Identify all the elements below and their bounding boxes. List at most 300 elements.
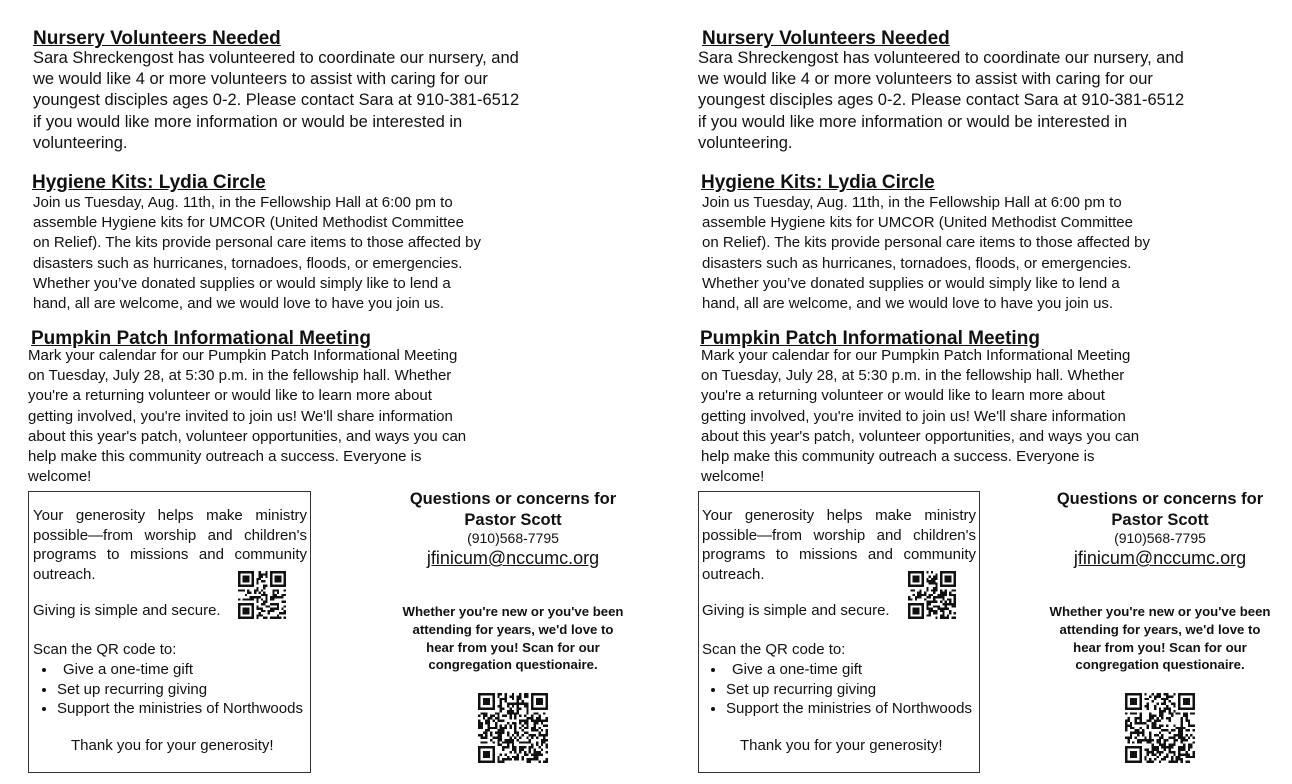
qr-module <box>1190 712 1192 714</box>
qr-module <box>263 573 265 575</box>
qr-module <box>238 571 240 573</box>
qr-module <box>1132 761 1134 763</box>
qr-module <box>497 761 499 763</box>
qr-module <box>1142 732 1144 734</box>
qr-module <box>931 608 933 610</box>
qr-module <box>531 727 533 729</box>
qr-module <box>519 749 521 751</box>
qr-module <box>492 749 494 751</box>
qr-module <box>1149 741 1151 743</box>
qr-module <box>485 700 487 702</box>
qr-module <box>1154 698 1156 700</box>
qr-module <box>1164 746 1166 748</box>
qr-module <box>272 608 274 610</box>
qr-module <box>502 741 504 743</box>
qr-module <box>490 693 492 695</box>
qr-module <box>277 592 279 594</box>
qr-module <box>940 580 942 582</box>
qr-module <box>488 693 490 695</box>
qr-module <box>913 594 915 596</box>
contact-phone: (910)568-7795 <box>1114 530 1206 546</box>
qr-module <box>497 758 499 760</box>
qr-module <box>519 722 521 724</box>
qr-module <box>243 612 245 614</box>
qr-module <box>502 707 504 709</box>
qr-module <box>1161 703 1163 705</box>
qr-module <box>929 582 931 584</box>
qr-module <box>534 720 536 722</box>
qr-module <box>519 727 521 729</box>
qr-module <box>500 693 502 695</box>
qr-module <box>524 732 526 734</box>
qr-module <box>915 571 917 573</box>
qr-module <box>531 705 533 707</box>
qr-module <box>524 741 526 743</box>
qr-module <box>500 734 502 736</box>
qr-module <box>1190 744 1192 746</box>
qr-module <box>284 582 286 584</box>
qr-module <box>543 712 545 714</box>
qr-module <box>1156 693 1158 695</box>
qr-module <box>541 720 543 722</box>
qr-module <box>480 741 482 743</box>
qr-module <box>492 703 494 705</box>
note-line: Whether you're new or you've been <box>402 604 624 619</box>
qr-module <box>259 576 261 578</box>
qr-module <box>524 705 526 707</box>
qr-module <box>512 739 514 741</box>
qr-module <box>488 756 490 758</box>
qr-module <box>534 734 536 736</box>
qr-module <box>245 608 247 610</box>
qr-module <box>1152 727 1154 729</box>
qr-module <box>517 734 519 736</box>
qr-module <box>1181 739 1183 741</box>
qr-module <box>240 571 242 573</box>
qr-module <box>945 589 947 591</box>
qr-module <box>277 605 279 607</box>
qr-module <box>546 751 548 753</box>
qr-module <box>263 592 265 594</box>
qr-module <box>254 596 256 598</box>
qr-module <box>917 578 919 580</box>
qr-module <box>1176 739 1178 741</box>
qr-module <box>536 698 538 700</box>
qr-module <box>1173 753 1175 755</box>
qr-module <box>1144 693 1146 695</box>
qr-module <box>245 578 247 580</box>
qr-module <box>252 617 254 619</box>
qr-module <box>931 578 933 580</box>
qr-module <box>536 700 538 702</box>
qr-module <box>238 585 240 587</box>
qr-module <box>277 576 279 578</box>
qr-module <box>526 705 528 707</box>
qr-module <box>538 746 540 748</box>
qr-module <box>935 576 937 578</box>
qr-module <box>245 610 247 612</box>
qr-module <box>247 610 249 612</box>
qr-module <box>924 594 926 596</box>
hygiene-line: Whether you’ve donated supplies or would simply like to lend a <box>33 274 451 292</box>
qr-module <box>252 614 254 616</box>
qr-module <box>261 594 263 596</box>
qr-module <box>1130 703 1132 705</box>
qr-module <box>1181 741 1183 743</box>
qr-module <box>492 720 494 722</box>
qr-module <box>949 603 951 605</box>
qr-module <box>238 612 240 614</box>
contact-email-link[interactable]: jfinicum@nccumc.org <box>426 548 600 568</box>
qr-module <box>1173 734 1175 736</box>
qr-module <box>1161 710 1163 712</box>
qr-module <box>1178 707 1180 709</box>
qr-module <box>538 727 540 729</box>
qr-module <box>1149 758 1151 760</box>
qr-module <box>478 693 480 695</box>
qr-module <box>913 580 915 582</box>
giving-intro-line: Your generosity helps make ministry <box>702 507 976 524</box>
qr-module <box>1188 700 1190 702</box>
qr-module <box>1154 749 1156 751</box>
qr-module <box>509 717 511 719</box>
qr-module <box>243 610 245 612</box>
qr-module <box>935 585 937 587</box>
qr-module <box>492 727 494 729</box>
qr-module <box>536 736 538 738</box>
qr-module <box>1130 698 1132 700</box>
qr-module <box>1125 695 1127 697</box>
qr-module <box>1193 707 1195 709</box>
qr-module <box>514 715 516 717</box>
qr-module <box>543 693 545 695</box>
giving-intro-line: programs to missions and community <box>33 546 307 563</box>
qr-module <box>913 610 915 612</box>
qr-module <box>279 596 281 598</box>
qr-module <box>1188 729 1190 731</box>
qr-module <box>275 608 277 610</box>
qr-module <box>277 585 279 587</box>
qr-module <box>1144 739 1146 741</box>
qr-module <box>492 758 494 760</box>
qr-module <box>478 703 480 705</box>
hygiene-line: on Relief). The kits provide personal care items to those affected by <box>33 234 482 252</box>
qr-module <box>1185 753 1187 755</box>
hygiene-line: Join us Tuesday, Aug. 11th, in the Fellowship Hall at 6:00 pm to <box>702 194 1122 211</box>
qr-module <box>940 589 942 591</box>
qr-module <box>917 617 919 619</box>
qr-module <box>1188 753 1190 755</box>
qr-module <box>238 603 240 605</box>
qr-module <box>908 614 910 616</box>
qr-module <box>915 598 917 600</box>
qr-module <box>954 603 956 605</box>
qr-module <box>1144 758 1146 760</box>
qr-module <box>1185 761 1187 763</box>
qr-module <box>514 727 516 729</box>
qr-module <box>942 592 944 594</box>
qr-module <box>1178 703 1180 705</box>
qr-module <box>480 712 482 714</box>
qr-module <box>531 753 533 755</box>
qr-module <box>507 703 509 705</box>
qr-module <box>1181 753 1183 755</box>
qr-module <box>1178 758 1180 760</box>
qr-module <box>1135 756 1137 758</box>
qr-module <box>480 693 482 695</box>
qr-module <box>1164 703 1166 705</box>
qr-module <box>940 596 942 598</box>
qr-module <box>277 617 279 619</box>
qr-module <box>940 617 942 619</box>
qr-module <box>922 580 924 582</box>
qr-module <box>1178 729 1180 731</box>
qr-module <box>1185 756 1187 758</box>
qr-module <box>1132 703 1134 705</box>
qr-module <box>1193 705 1195 707</box>
qr-module <box>249 596 251 598</box>
qr-module <box>1137 739 1139 741</box>
qr-module <box>483 746 485 748</box>
qr-module <box>1152 749 1154 751</box>
qr-module <box>1173 703 1175 705</box>
qr-module <box>1152 724 1154 726</box>
qr-module <box>502 698 504 700</box>
qr-module <box>1190 693 1192 695</box>
qr-module <box>507 722 509 724</box>
qr-module <box>529 717 531 719</box>
qr-module <box>954 585 956 587</box>
giving-option: • Support the ministries of Northwoods <box>57 699 303 719</box>
note-line: Whether you're new or you've been <box>1049 604 1271 619</box>
contact-email-link[interactable]: jfinicum@nccumc.org <box>1073 548 1247 568</box>
qr-module <box>505 700 507 702</box>
qr-module <box>259 573 261 575</box>
qr-module <box>485 753 487 755</box>
qr-module <box>954 596 956 598</box>
qr-module <box>1125 720 1127 722</box>
qr-module <box>1135 736 1137 738</box>
qr-module <box>919 596 921 598</box>
qr-module <box>514 703 516 705</box>
qr-module <box>1156 703 1158 705</box>
qr-module <box>929 608 931 610</box>
qr-module <box>252 576 254 578</box>
qr-module <box>265 585 267 587</box>
qr-module <box>252 580 254 582</box>
qr-module <box>1130 753 1132 755</box>
qr-module <box>1183 727 1185 729</box>
qr-module <box>1139 700 1141 702</box>
qr-module <box>480 746 482 748</box>
qr-module <box>261 573 263 575</box>
qr-module <box>265 573 267 575</box>
qr-module <box>531 700 533 702</box>
qr-module <box>238 576 240 578</box>
qr-module <box>502 758 504 760</box>
qr-module <box>483 741 485 743</box>
qr-module <box>1185 715 1187 717</box>
qr-module <box>478 707 480 709</box>
qr-module <box>497 739 499 741</box>
qr-module <box>1164 741 1166 743</box>
qr-module <box>908 578 910 580</box>
qr-module <box>1139 720 1141 722</box>
qr-module <box>277 603 279 605</box>
qr-module <box>945 608 947 610</box>
qr-module <box>497 729 499 731</box>
qr-module <box>1176 761 1178 763</box>
qr-module <box>940 571 942 573</box>
qr-module <box>514 732 516 734</box>
qr-module <box>949 580 951 582</box>
qr-module <box>1139 756 1141 758</box>
qr-module <box>1183 744 1185 746</box>
hygiene-line: assemble Hygiene kits for UMCOR (United Methodist Committee <box>702 214 1133 232</box>
qr-module <box>256 614 258 616</box>
qr-module <box>1193 703 1195 705</box>
qr-module <box>505 746 507 748</box>
qr-module <box>1144 722 1146 724</box>
qr-module <box>521 734 523 736</box>
giving-qr-code[interactable] <box>908 571 956 619</box>
qr-module <box>1193 756 1195 758</box>
qr-module <box>495 732 497 734</box>
qr-module <box>1178 753 1180 755</box>
qr-module <box>1137 717 1139 719</box>
qr-module <box>507 712 509 714</box>
qr-module <box>485 729 487 731</box>
qr-module <box>238 614 240 616</box>
qr-module <box>1161 758 1163 760</box>
qr-module <box>263 585 265 587</box>
hygiene-body <box>33 193 481 314</box>
qr-module <box>541 700 543 702</box>
qr-module <box>1139 712 1141 714</box>
qr-module <box>500 703 502 705</box>
qr-module <box>1173 761 1175 763</box>
qr-module <box>1164 700 1166 702</box>
qr-module <box>279 580 281 582</box>
qr-module <box>492 715 494 717</box>
qr-module <box>524 695 526 697</box>
qr-module <box>529 751 531 753</box>
qr-module <box>1164 758 1166 760</box>
qr-module <box>1130 727 1132 729</box>
qr-module <box>922 571 924 573</box>
qr-module <box>507 705 509 707</box>
qr-module <box>270 578 272 580</box>
qr-module <box>485 703 487 705</box>
qr-module <box>1135 698 1137 700</box>
qr-module <box>1181 720 1183 722</box>
qr-module <box>281 585 283 587</box>
qr-module <box>247 580 249 582</box>
qr-module <box>1125 729 1127 731</box>
qr-module <box>259 571 261 573</box>
qr-module <box>485 722 487 724</box>
qr-module <box>243 608 245 610</box>
qr-module <box>942 608 944 610</box>
qr-module <box>531 734 533 736</box>
qr-module <box>931 589 933 591</box>
qr-module <box>261 598 263 600</box>
qr-module <box>514 717 516 719</box>
qr-module <box>1168 717 1170 719</box>
qr-module <box>488 707 490 709</box>
hygiene-line: Join us Tuesday, Aug. 11th, in the Fellowship Hall at 6:00 pm to <box>33 194 453 211</box>
qr-module <box>247 617 249 619</box>
qr-module <box>1127 724 1129 726</box>
qr-module <box>531 715 533 717</box>
nursery-line: we would like 4 or more volunteers to assist with caring for our <box>33 70 488 89</box>
qr-module <box>265 596 267 598</box>
qr-module <box>1139 695 1141 697</box>
qr-module <box>243 589 245 591</box>
giving-qr-code[interactable] <box>238 571 286 619</box>
qr-module <box>1185 734 1187 736</box>
questionnaire-qr-code[interactable] <box>1125 693 1195 763</box>
qr-module <box>517 707 519 709</box>
qr-module <box>541 734 543 736</box>
qr-module <box>1178 693 1180 695</box>
qr-module <box>546 698 548 700</box>
qr-module <box>1178 756 1180 758</box>
qr-module <box>517 700 519 702</box>
qr-module <box>488 761 490 763</box>
giving-scan-text: Scan the QR code to: <box>702 641 846 658</box>
qr-module <box>252 578 254 580</box>
qr-module <box>908 603 910 605</box>
qr-module <box>485 732 487 734</box>
qr-module <box>1125 749 1127 751</box>
qr-module <box>1130 724 1132 726</box>
qr-module <box>949 576 951 578</box>
qr-module <box>538 700 540 702</box>
qr-module <box>492 746 494 748</box>
qr-module <box>275 589 277 591</box>
qr-module <box>942 617 944 619</box>
qr-module <box>1144 736 1146 738</box>
qr-module <box>261 576 263 578</box>
qr-module <box>265 605 267 607</box>
qr-module <box>245 594 247 596</box>
qr-module <box>1188 693 1190 695</box>
questionnaire-qr-code[interactable] <box>478 693 548 763</box>
qr-module <box>951 589 953 591</box>
qr-module <box>526 741 528 743</box>
qr-module <box>931 610 933 612</box>
qr-module <box>536 744 538 746</box>
note-line: hear from you! Scan for our <box>1073 639 1247 655</box>
qr-module <box>1125 751 1127 753</box>
qr-module <box>245 585 247 587</box>
qr-module <box>1125 712 1127 714</box>
qr-module <box>284 578 286 580</box>
qr-module <box>509 739 511 741</box>
hygiene-line: assemble Hygiene kits for UMCOR (United Methodist Committee <box>33 214 464 232</box>
qr-module <box>478 753 480 755</box>
qr-module <box>919 603 921 605</box>
qr-module <box>1147 720 1149 722</box>
qr-module <box>529 749 531 751</box>
qr-module <box>270 582 272 584</box>
qr-module <box>908 608 910 610</box>
qr-module <box>1178 734 1180 736</box>
qr-module <box>1168 732 1170 734</box>
qr-module <box>1181 693 1183 695</box>
qr-module <box>1159 715 1161 717</box>
